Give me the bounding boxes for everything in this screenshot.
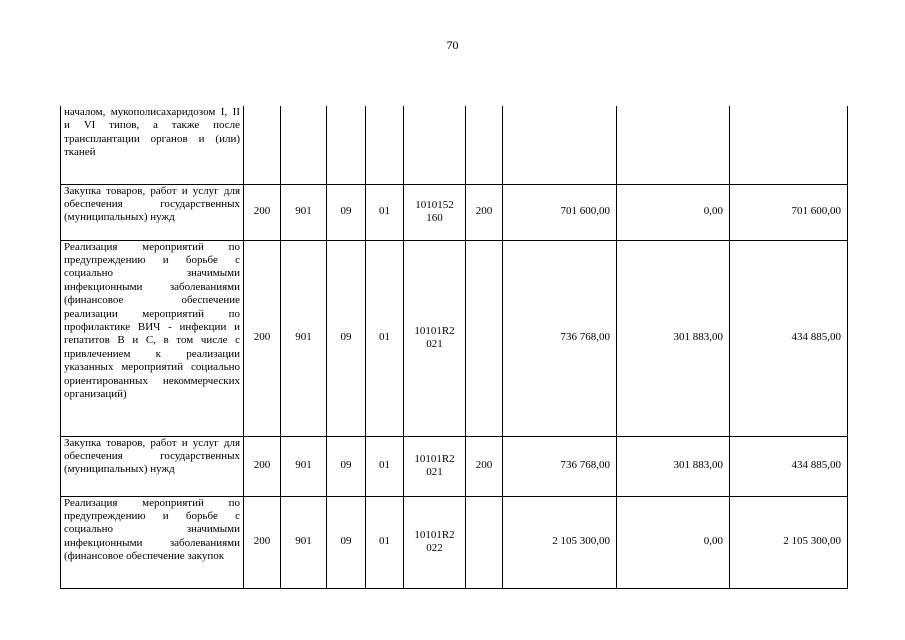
row-kind: 200 xyxy=(466,184,503,240)
row-kind: 200 xyxy=(466,436,503,496)
row-fed: 0,00 xyxy=(617,496,730,588)
table-row xyxy=(61,184,848,240)
row-target: 10101R2 022 xyxy=(404,496,466,588)
row-description: началом, мукополисахаридозом I, II и VI типов, а также после трансплантации органов и (или) тканей xyxy=(61,106,244,184)
row-admin xyxy=(244,106,281,184)
row-target: 1010152 160 xyxy=(404,184,466,240)
row-fed: 0,00 xyxy=(617,184,730,240)
row-admin: 200 xyxy=(244,240,281,436)
table-row xyxy=(61,496,848,588)
row-description: Закупка товаров, работ и услуг для обеспечения государственных (муниципальных) нужд xyxy=(61,184,244,240)
row-target: 10101R2 021 xyxy=(404,436,466,496)
row-total: 736 768,00 xyxy=(503,240,617,436)
row-local: 701 600,00 xyxy=(730,184,848,240)
row-target: 10101R2 021 xyxy=(404,240,466,436)
table-row xyxy=(61,240,848,436)
row-section: 09 xyxy=(327,496,366,588)
page-number: 70 xyxy=(446,38,459,52)
row-code xyxy=(281,106,327,184)
row-admin: 200 xyxy=(244,436,281,496)
row-total: 701 600,00 xyxy=(503,184,617,240)
row-kind xyxy=(466,106,503,184)
row-subsection: 01 xyxy=(366,240,404,436)
row-admin: 200 xyxy=(244,496,281,588)
row-code: 901 xyxy=(281,184,327,240)
row-total: 736 768,00 xyxy=(503,436,617,496)
row-code: 901 xyxy=(281,436,327,496)
row-section xyxy=(327,106,366,184)
row-fed: 301 883,00 xyxy=(617,436,730,496)
row-admin: 200 xyxy=(244,184,281,240)
row-subsection xyxy=(366,106,404,184)
row-total: 2 105 300,00 xyxy=(503,496,617,588)
row-description: Реализация мероприятий по предупреждению и борьбе с социально значимыми инфекционными заболеваниями (финансовое обеспечение закупок xyxy=(61,496,244,588)
row-description: Закупка товаров, работ и услуг для обеспечения государственных (муниципальных) нужд xyxy=(61,436,244,496)
row-subsection: 01 xyxy=(366,496,404,588)
row-fed xyxy=(617,106,730,184)
row-local: 434 885,00 xyxy=(730,240,848,436)
row-kind xyxy=(466,240,503,436)
row-local: 434 885,00 xyxy=(730,436,848,496)
row-fed: 301 883,00 xyxy=(617,240,730,436)
budget-table xyxy=(60,106,848,589)
row-code: 901 xyxy=(281,240,327,436)
row-total xyxy=(503,106,617,184)
table-row xyxy=(61,436,848,496)
row-description: Реализация мероприятий по предупреждению и борьбе с социально значимыми инфекционными заболеваниями (финансовое обеспечение реализации мероприятий по профилактике ВИЧ - инфекции и гепатитов В и С, в том числе с привлечением к реализации указанных мероприятий социально ориентированных некоммерческих организаций) xyxy=(61,240,244,436)
row-local: 2 105 300,00 xyxy=(730,496,848,588)
row-subsection: 01 xyxy=(366,184,404,240)
row-section: 09 xyxy=(327,240,366,436)
row-kind xyxy=(466,496,503,588)
row-code: 901 xyxy=(281,496,327,588)
row-section: 09 xyxy=(327,184,366,240)
row-section: 09 xyxy=(327,436,366,496)
row-target xyxy=(404,106,466,184)
row-subsection: 01 xyxy=(366,436,404,496)
table-row xyxy=(61,106,848,184)
row-local xyxy=(730,106,848,184)
